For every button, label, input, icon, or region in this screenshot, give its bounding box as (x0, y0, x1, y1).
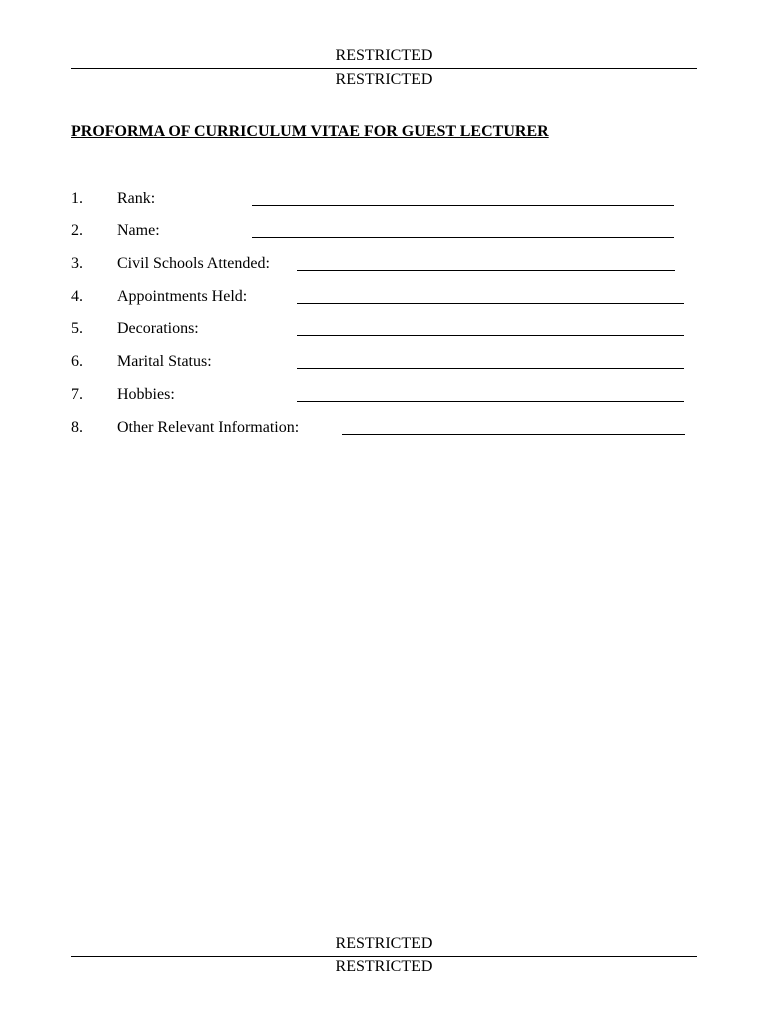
field-blank-line[interactable] (297, 303, 684, 304)
field-blank-line[interactable] (297, 368, 684, 369)
form-field-decorations (0, 319, 768, 341)
field-label: Other Relevant Information: (117, 419, 300, 436)
field-number: 7. (71, 386, 83, 403)
form-field-rank (0, 189, 768, 211)
field-label: Appointments Held: (117, 288, 248, 305)
field-blank-line[interactable] (342, 434, 685, 435)
form-field-appointments (0, 287, 768, 309)
footer-marking-top: RESTRICTED (335, 935, 433, 952)
form-field-civil-schools (0, 254, 768, 276)
field-blank-line[interactable] (252, 237, 674, 238)
field-number: 5. (71, 320, 83, 337)
header-marking-bottom: RESTRICTED (335, 71, 433, 88)
field-blank-line[interactable] (297, 401, 684, 402)
field-label: Civil Schools Attended: (117, 255, 270, 272)
document-title: PROFORMA OF CURRICULUM VITAE FOR GUEST LECTURER (71, 123, 549, 140)
field-label: Marital Status: (117, 353, 212, 370)
field-number: 4. (71, 288, 83, 305)
field-label: Rank: (117, 190, 156, 207)
form-field-marital-status (0, 352, 768, 374)
field-label: Name: (117, 222, 160, 239)
footer-marking-bottom: RESTRICTED (335, 958, 433, 975)
field-number: 1. (71, 190, 83, 207)
field-number: 8. (71, 419, 83, 436)
field-blank-line[interactable] (297, 335, 684, 336)
header-marking-top: RESTRICTED (335, 47, 433, 64)
field-blank-line[interactable] (297, 270, 675, 271)
header-rule (71, 68, 697, 69)
field-label: Decorations: (117, 320, 199, 337)
form-field-name (0, 221, 768, 243)
field-number: 6. (71, 353, 83, 370)
form-field-other-info (0, 418, 768, 440)
field-blank-line[interactable] (252, 205, 674, 206)
field-number: 2. (71, 222, 83, 239)
form-field-hobbies (0, 385, 768, 407)
field-label: Hobbies: (117, 386, 175, 403)
field-number: 3. (71, 255, 83, 272)
